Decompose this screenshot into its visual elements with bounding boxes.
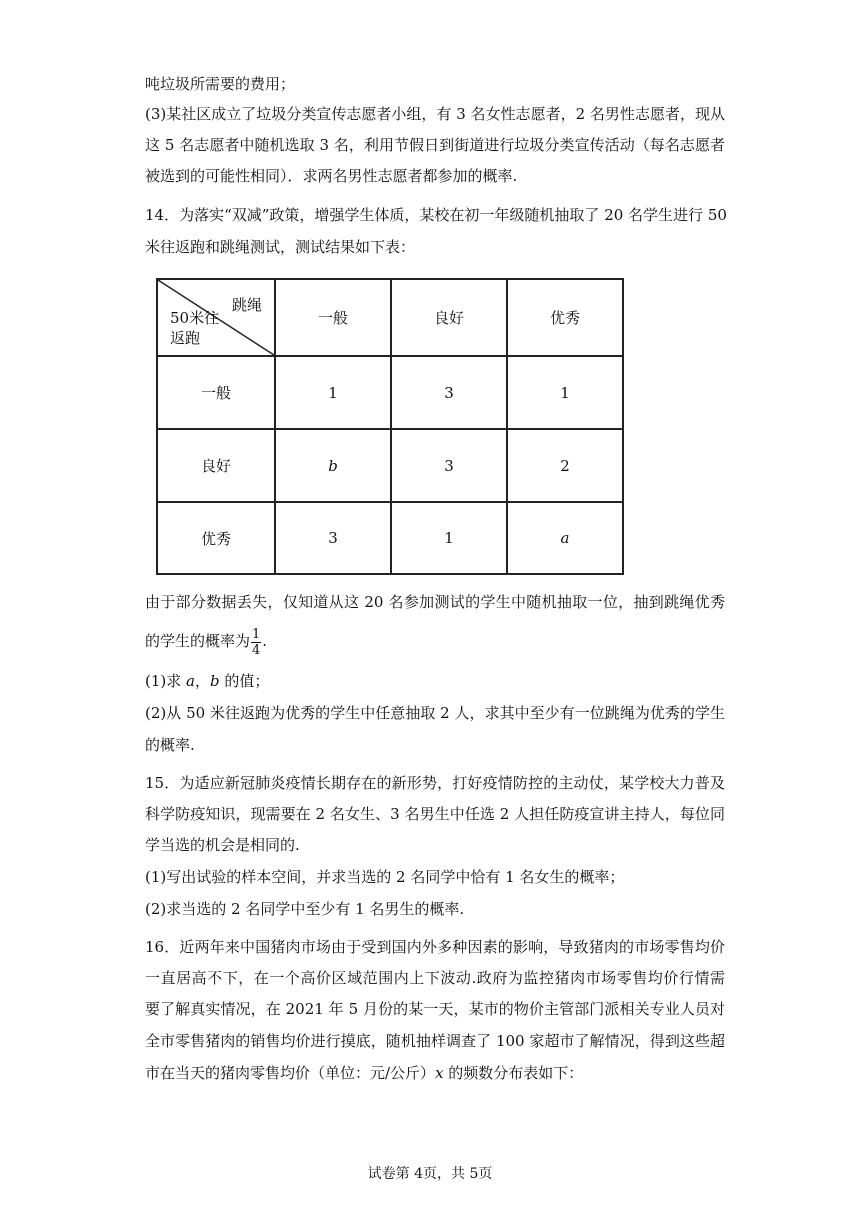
- text-fragment: 市在当天的猪肉零售均价（单位：元/公斤）: [145, 1064, 436, 1082]
- table-row: [157, 502, 623, 574]
- text-line: 的概率.: [145, 736, 195, 754]
- row-header: 一般: [157, 356, 275, 429]
- corner-label-jump-rope: 跳绳: [231, 296, 262, 314]
- table-cell: b: [275, 429, 391, 502]
- corner-label-run-line2: 返跑: [170, 329, 201, 347]
- text-line: (2)求当选的 2 名同学中至少有 1 名男生的概率.: [145, 900, 465, 918]
- variable-a: a: [186, 672, 195, 690]
- text-line: 学当选的机会是相同的.: [145, 836, 300, 854]
- probability-line: [145, 625, 725, 658]
- column-header: 良好: [391, 279, 507, 356]
- corner-label-run: [170, 308, 219, 348]
- text-line: 要了解真实情况，在 2021 年 5 月份的某一天，某市的物价主管部门派相关专业人员对: [145, 1000, 725, 1018]
- text-line: (1)写出试验的样本空间，并求当选的 2 名同学中恰有 1 名女生的概率；: [145, 868, 625, 886]
- text-line: [145, 1062, 725, 1084]
- table-cell: 3: [275, 502, 391, 574]
- variable-b: b: [210, 672, 220, 690]
- fraction: [251, 627, 261, 658]
- question-14-text: 14．为落实“双减”政策，增强学生体质，某校在初一年级随机抽取了 20 名学生进行 50: [145, 206, 727, 224]
- table-cell: 1: [391, 502, 507, 574]
- text-line: 这 5 名志愿者中随机选取 3 名，利用节假日到街道进行垃圾分类宣传活动（每名志愿者: [145, 136, 725, 154]
- table-row: [157, 429, 623, 502]
- table-cell: 1: [275, 356, 391, 429]
- variable-x: x: [435, 1064, 444, 1082]
- text-line: 一直居高不下，在一个高价区域范围内上下波动.政府为监控猪肉市场零售均价行情需: [145, 969, 725, 987]
- text-line: (3)某社区成立了垃圾分类宣传志愿者小组，有 3 名女性志愿者，2 名男性志愿者，现从: [145, 105, 725, 123]
- text-line: 全市零售猪肉的销售均价进行摸底，随机抽样调查了 100 家超市了解情况，得到这些超: [145, 1032, 725, 1050]
- row-header: 良好: [157, 429, 275, 502]
- column-header: 优秀: [507, 279, 623, 356]
- question-16-text: 16．近两年来中国猪肉市场由于受到国内外多种因素的影响，导致猪肉的市场零售均价: [145, 938, 725, 956]
- table-header-row: [157, 279, 623, 356]
- text-line: (2)从 50 米往返跑为优秀的学生中任意抽取 2 人，求其中至少有一位跳绳为优秀的学生: [145, 704, 725, 722]
- table-cell: 3: [391, 356, 507, 429]
- row-header: 优秀: [157, 502, 275, 574]
- table-cell: 2: [507, 429, 623, 502]
- table-corner-cell: [157, 279, 275, 356]
- score-table: [156, 278, 624, 575]
- table-row: [157, 356, 623, 429]
- text-line: 科学防疫知识，现需要在 2 名女生、3 名男生中任选 2 人担任防疫宣讲主持人，每位同: [145, 805, 725, 823]
- text-fragment: (1)求: [145, 672, 187, 690]
- text-line: 被选到的可能性相同）．求两名男性志愿者都参加的概率.: [145, 167, 518, 185]
- text-fragment: 的学生的概率为: [145, 632, 251, 650]
- column-header: 一般: [275, 279, 391, 356]
- text-line: [145, 670, 725, 692]
- text-fragment: ，: [194, 672, 210, 690]
- question-15-text: 15．为适应新冠肺炎疫情长期存在的新形势，打好疫情防控的主动仗，某学校大力普及: [145, 774, 725, 792]
- page-footer: 试卷第 4页，共 5页: [367, 1166, 493, 1182]
- text-line: 米往返跑和跳绳测试，测试结果如下表：: [145, 238, 416, 256]
- text-line: 由于部分数据丢失，仅知道从这 20 名参加测试的学生中随机抽取一位，抽到跳绳优秀: [145, 593, 725, 611]
- table-cell: 3: [391, 429, 507, 502]
- fraction-denominator: 4: [252, 642, 261, 658]
- text-fragment: 的值；: [219, 672, 270, 690]
- corner-label-run-line1: 50米往: [170, 309, 220, 327]
- text-fragment: .: [262, 632, 268, 650]
- table-cell: a: [507, 502, 623, 574]
- fraction-numerator: 1: [252, 626, 261, 642]
- text-fragment: 的频数分布表如下：: [443, 1064, 584, 1082]
- text-line: 吨垃圾所需要的费用；: [145, 75, 296, 93]
- table-cell: 1: [507, 356, 623, 429]
